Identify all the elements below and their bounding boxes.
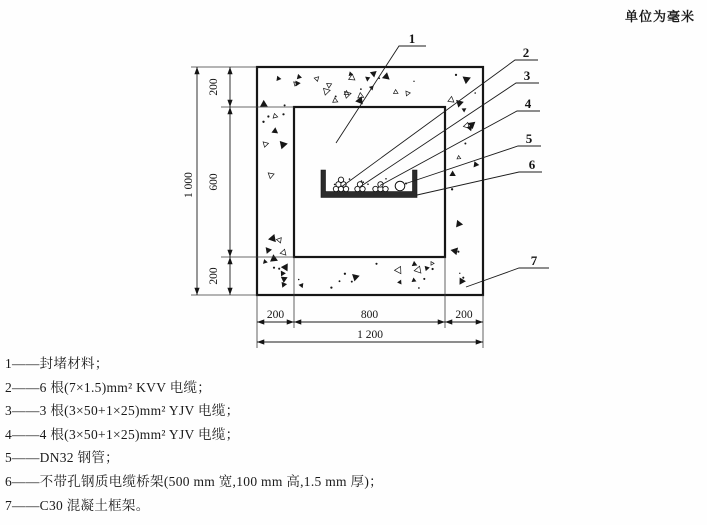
svg-text:200: 200 <box>455 309 473 321</box>
svg-text:1 200: 1 200 <box>357 329 383 341</box>
yjv-cable-bundle-4 <box>373 182 388 192</box>
legend <box>5 352 605 517</box>
svg-text:1: 1 <box>408 31 416 46</box>
legend-item-6: 6——不带孔钢质电缆桥架(500 mm 宽,100 mm 高,1.5 mm 厚)； <box>5 473 383 489</box>
legend-item-3: 3——3 根(3×50+1×25)mm² YJV 电缆； <box>5 403 240 419</box>
svg-text:1 000: 1 000 <box>183 172 195 198</box>
callout-5 <box>406 131 541 184</box>
legend-item-1: 1——封堵材料； <box>5 356 109 371</box>
svg-text:2: 2 <box>522 45 530 60</box>
svg-text:600: 600 <box>208 173 220 191</box>
svg-text:200: 200 <box>208 267 220 285</box>
kvv-cable-bundle <box>333 177 348 192</box>
svg-text:3: 3 <box>523 68 531 83</box>
steel-pipe <box>395 181 407 191</box>
svg-text:5: 5 <box>525 131 533 146</box>
callout-6 <box>417 157 542 195</box>
legend-item-2: 2——6 根(7×1.5)mm² KVV 电缆； <box>5 379 212 395</box>
unit-note: 单位为毫米 <box>624 9 695 24</box>
svg-text:6: 6 <box>528 157 536 172</box>
svg-text:200: 200 <box>266 309 285 321</box>
dim-bottom <box>257 257 483 348</box>
svg-text:800: 800 <box>360 309 379 321</box>
callout-7 <box>466 253 549 287</box>
legend-item-4: 4——4 根(3×50+1×25)mm² YJV 电缆； <box>5 426 240 442</box>
inner-opening-outline <box>294 107 445 257</box>
svg-text:7: 7 <box>530 253 538 268</box>
svg-text:200: 200 <box>208 78 220 96</box>
callout-1 <box>336 31 426 143</box>
yjv-cable-bundle-3 <box>355 182 365 192</box>
svg-text:4: 4 <box>524 96 532 111</box>
legend-item-7: 7——C30 混凝土框架。 <box>5 497 150 513</box>
legend-item-5: 5——DN32 钢管； <box>5 450 119 466</box>
